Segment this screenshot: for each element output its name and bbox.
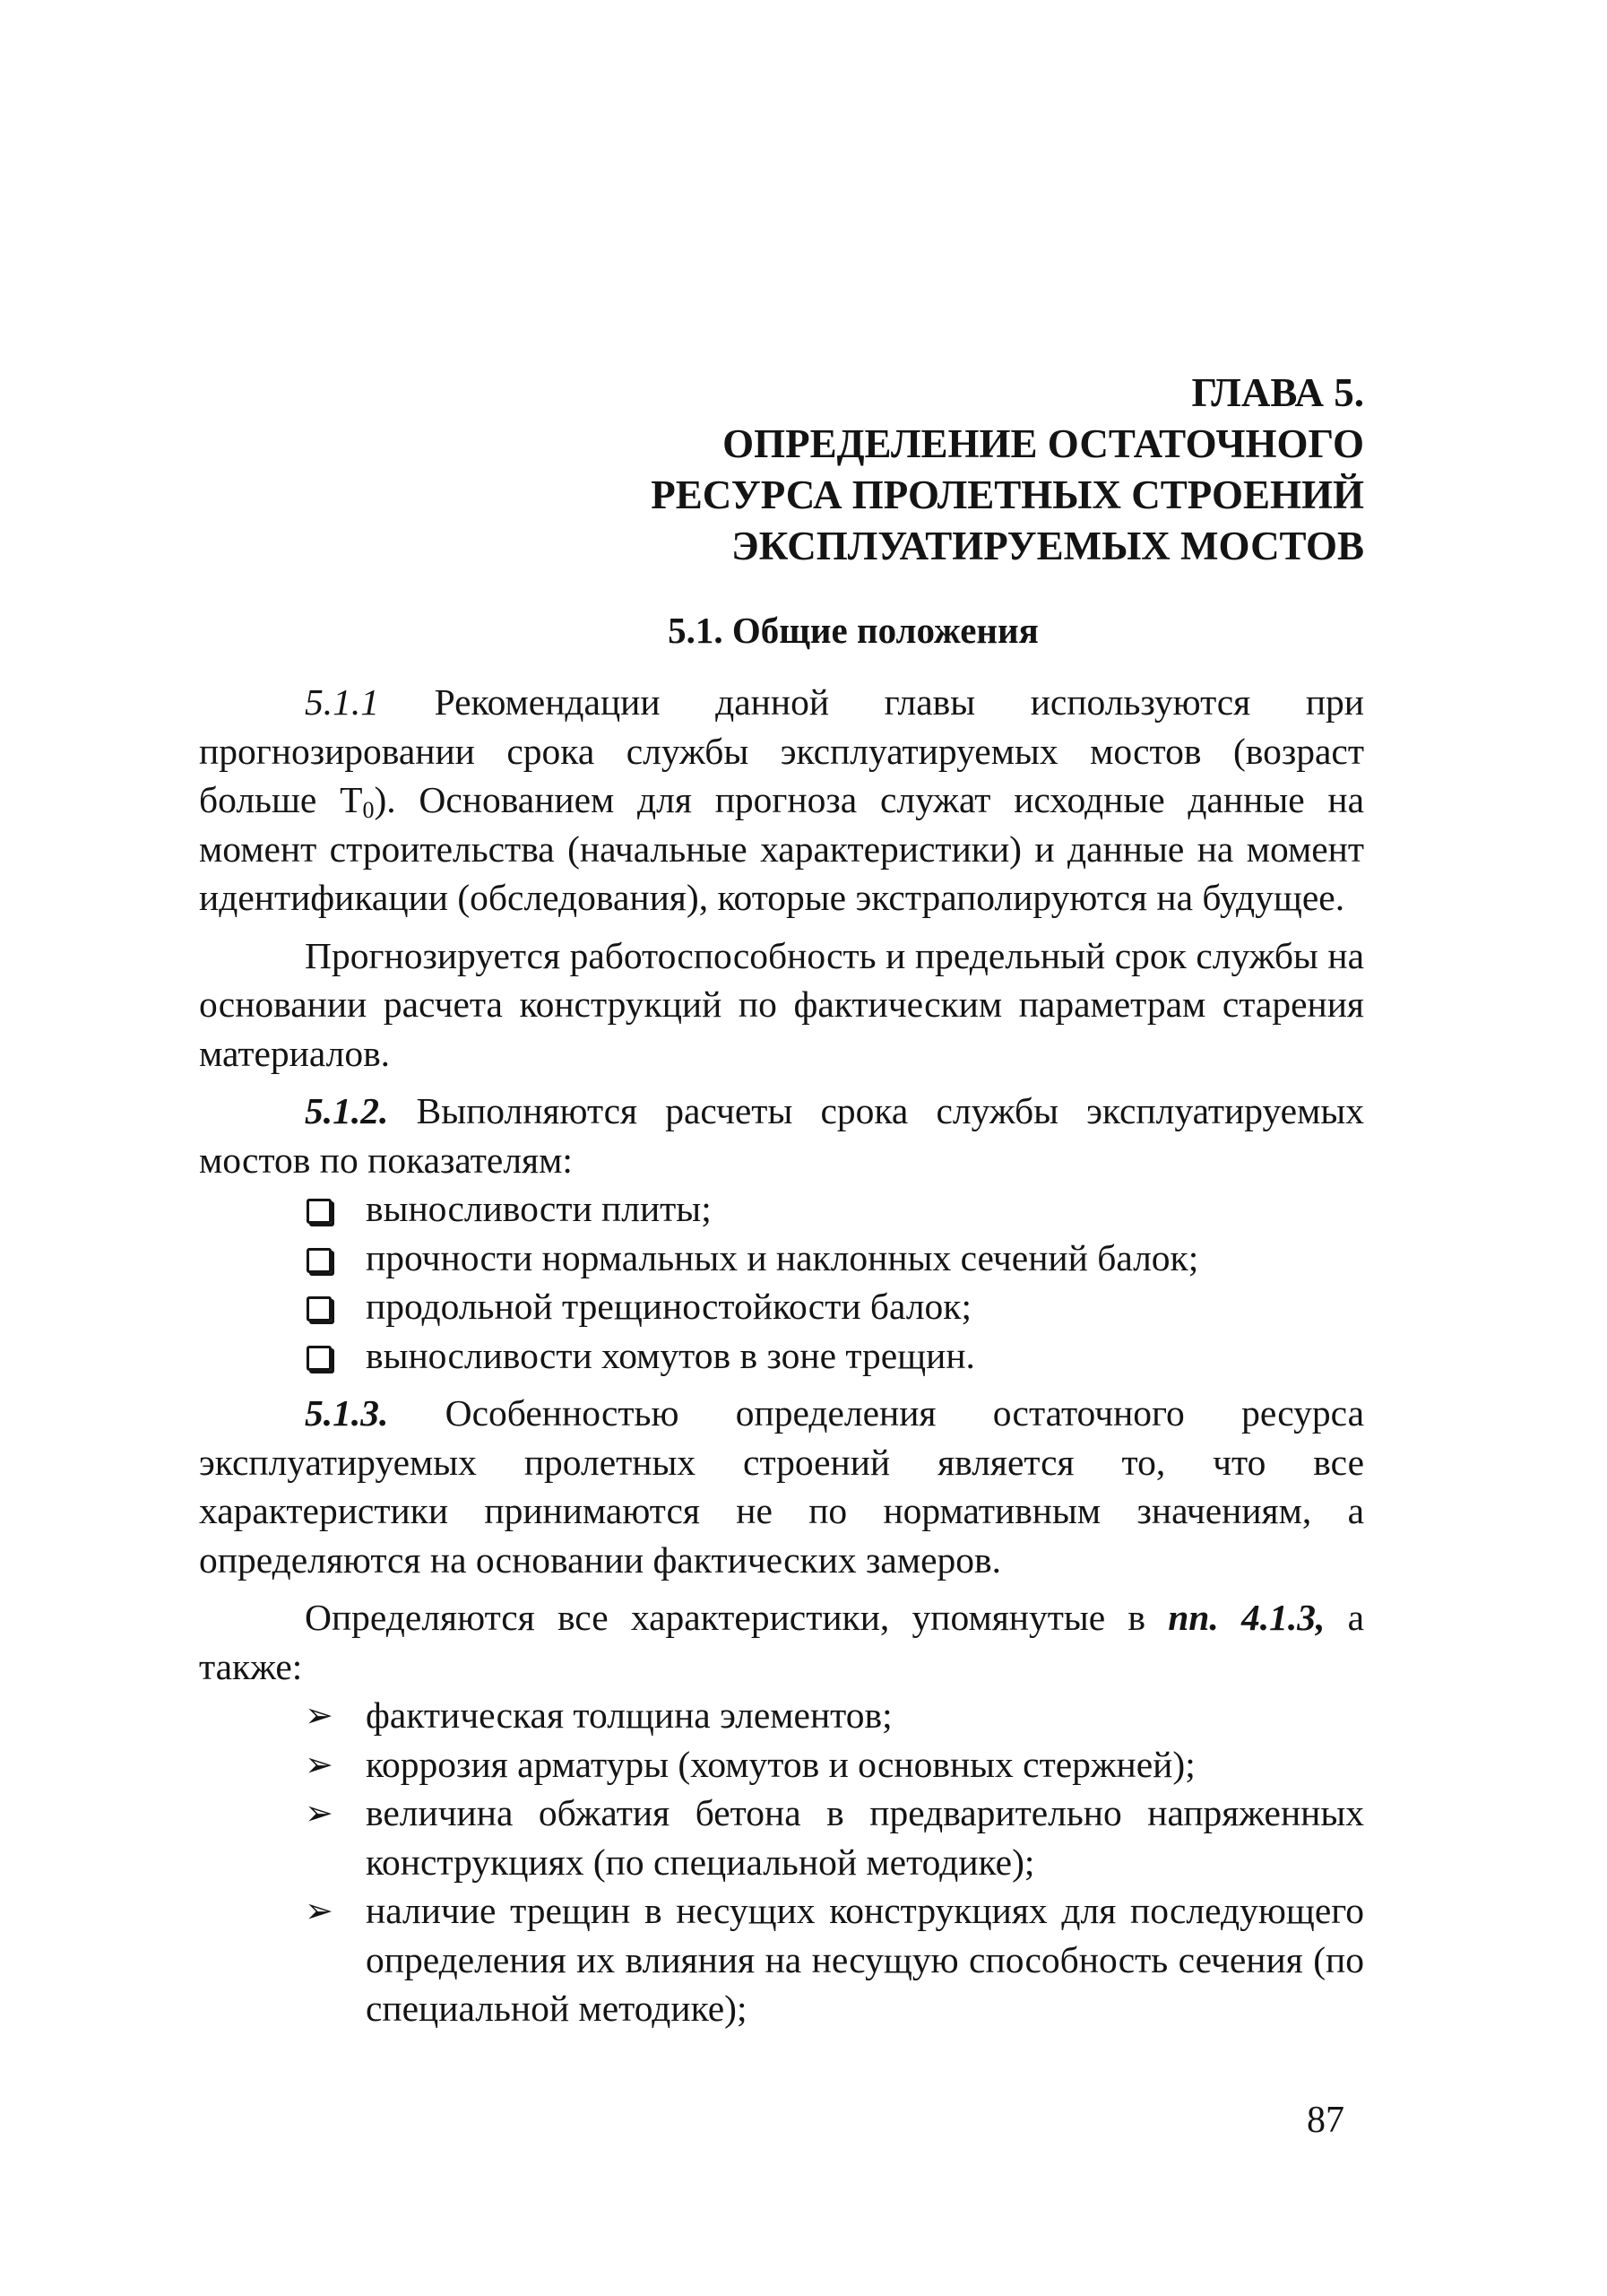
clause-number: 5.1.1: [305, 681, 379, 723]
paragraph-characteristics: [199, 1593, 1364, 1691]
paragraph-text: Особенностью определения остаточного ресурса эксплуатируемых пролетных строений является то, что все характеристики принимаются не по нормативным значениям, а определяются на основании фактических замеров.: [199, 1392, 1364, 1581]
paragraph-5-1-3: [199, 1389, 1364, 1584]
chapter-title-line: ЭКСПЛУАТИРУЕМЫХ МОСТОВ: [731, 524, 1364, 568]
list-item: [305, 1740, 1364, 1789]
clause-number: 5.1.3.: [305, 1392, 389, 1434]
list-item: [305, 1282, 1364, 1331]
list-item: [305, 1234, 1364, 1283]
paragraph-text: Рекомендации данной главы используются при прогнозировании срока службы эксплуатируемых мостов (возраст больше T: [199, 681, 1364, 820]
list-item: [305, 1789, 1364, 1886]
arrow-bullet-icon: ➢: [305, 1744, 333, 1784]
paragraph-text: Прогнозируется работоспособность и предельный срок службы на основании расчета конструкций по фактическим параметрам старения материалов.: [199, 934, 1364, 1074]
list-item-text: выносливости плиты;: [366, 1188, 712, 1229]
checkbox-icon: [307, 1296, 332, 1321]
arrow-bullet-icon: ➢: [305, 1891, 333, 1930]
list-item: [305, 1184, 1364, 1234]
arrow-bullet-icon: ➢: [305, 1793, 333, 1832]
page-number: 87: [1307, 2100, 1344, 2141]
subscript: 0: [362, 797, 375, 823]
paragraph-text: ). Основанием для прогноза служат исходные данные на момент строительства (начальные характеристики) и данные на момент идентификации (обследования), которые экстраполируются на будущее.: [199, 779, 1365, 918]
chapter-title-line: ОПРЕДЕЛЕНИЕ ОСТАТОЧНОГО: [722, 421, 1364, 466]
arrow-bullet-icon: ➢: [305, 1695, 333, 1735]
list-item-text: прочности нормальных и наклонных сечений балок;: [366, 1236, 1199, 1278]
checkbox-icon: [307, 1248, 332, 1273]
list-item-text: выносливости хомутов в зоне трещин.: [366, 1334, 975, 1376]
arrow-list: [199, 1691, 1364, 2033]
list-item-text: продольной трещиностойкости балок;: [366, 1286, 972, 1327]
clause-number: 5.1.2.: [305, 1090, 389, 1131]
chapter-title-line: РЕСУРСА ПРОЛЕТНЫХ СТРОЕНИЙ: [651, 472, 1364, 517]
list-item-text: коррозия арматуры (хомутов и основных стержней);: [366, 1743, 1196, 1785]
list-item: [305, 1331, 1364, 1381]
list-item: [305, 1886, 1364, 2033]
list-item: [305, 1691, 1364, 1740]
document-page: [199, 368, 1364, 2033]
section-title: 5.1. Общие положения: [668, 610, 1039, 651]
chapter-title-line: ГЛАВА 5.: [1191, 370, 1364, 415]
chapter-title: [199, 368, 1364, 572]
checkbox-icon: [307, 1199, 332, 1224]
paragraph-text: Определяются все характеристики, упомянутые в: [305, 1597, 1169, 1638]
paragraph-text: Выполняются расчеты срока службы эксплуатируемых мостов по показателям:: [199, 1090, 1364, 1181]
paragraph-5-1-1: [199, 678, 1364, 923]
list-item-text: фактическая толщина элементов;: [366, 1694, 893, 1736]
cross-reference: пп. 4.1.3,: [1168, 1597, 1326, 1638]
checkbox-icon: [307, 1346, 332, 1371]
paragraph-text: а также:: [199, 1597, 1364, 1687]
paragraph-5-1-2: [199, 1087, 1364, 1184]
paragraph-forecast: [199, 931, 1364, 1079]
list-item-text: наличие трещин в несущих конструкциях для последующего определения их влияния на несущую способность сечения (по специальной методике);: [366, 1890, 1364, 2029]
checkbox-list: [199, 1184, 1364, 1380]
list-item-text: величина обжатия бетона в предварительно напряженных конструкциях (по специальной методике);: [366, 1792, 1364, 1883]
